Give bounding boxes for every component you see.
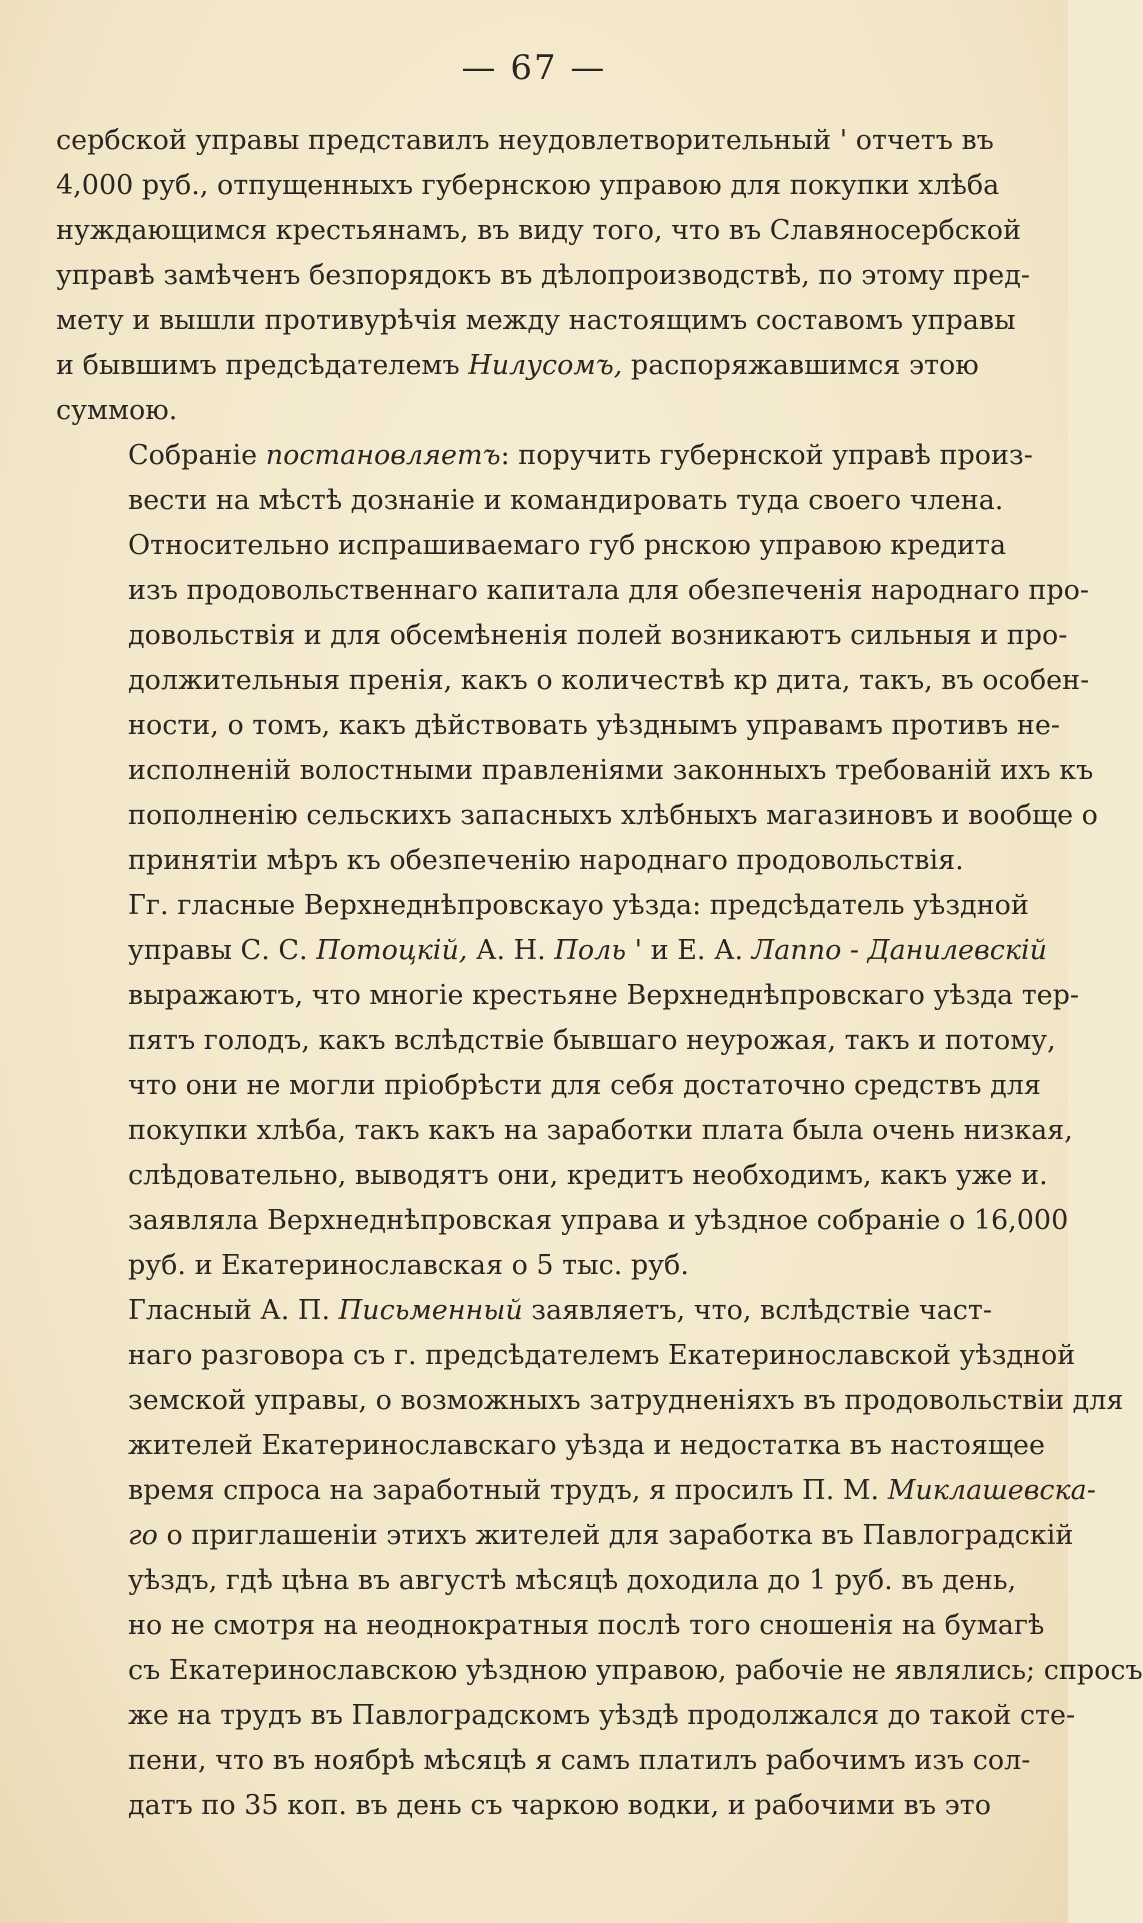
text-line: [56, 1018, 1056, 1063]
text-line: [56, 658, 1090, 703]
text-run: время спроса на заработный трудъ, я просилъ П. М.: [128, 1475, 888, 1506]
text-line: [56, 1783, 991, 1828]
text-run: исполненій волостными правленіями законныхъ требованій ихъ къ: [128, 755, 1094, 786]
text-run: мету и вышли противурѣчія между настоящимъ составомъ управы: [56, 305, 1016, 336]
text-run: изъ продовольственнаго капитала для обезпеченія народнаго про-: [128, 575, 1089, 606]
text-run: довольствія и для обсемѣненія полей возникаютъ сильныя и про-: [128, 620, 1068, 651]
text-run: управы С. С.: [128, 935, 317, 966]
text-line: [56, 1693, 1076, 1738]
text-line: [56, 118, 994, 163]
paragraph: [56, 523, 1098, 883]
text-run: заявляетъ, что, вслѣдствіе част-: [522, 1295, 992, 1326]
text-line: [56, 1108, 1073, 1153]
text-line: [56, 613, 1068, 658]
italic-name: Лаппо - Данилевскій: [751, 935, 1048, 966]
text-run: принятіи мѣръ къ обезпеченію народнаго продовольствія.: [128, 845, 964, 876]
italic-name: постановляетъ: [265, 440, 501, 471]
text-line: [56, 1198, 1069, 1243]
text-line: [56, 163, 1000, 208]
paragraph: [56, 433, 1033, 523]
text-line: [56, 1288, 992, 1333]
text-run: вести на мѣстѣ дознаніе и командировать туда своего члена.: [128, 485, 1004, 516]
text-line: [56, 433, 1033, 478]
text-run: управѣ замѣченъ безпорядокъ въ дѣлопроизводствѣ, по этому пред-: [56, 260, 1031, 291]
text-run: датъ по 35 коп. въ день съ чаркою водки, и рабочими въ это: [128, 1790, 991, 1821]
text-line: [56, 748, 1094, 793]
text-run: слѣдовательно, выводятъ они, кредитъ необходимъ, какъ уже и.: [128, 1160, 1048, 1191]
text-run: А. Н.: [467, 935, 555, 966]
text-run: Относительно испрашиваемаго губ рнскою управою кредита: [128, 530, 1007, 561]
text-line: [56, 793, 1098, 838]
text-line: [56, 298, 1016, 343]
text-line: [56, 838, 972, 883]
text-run: Гласный А. П.: [128, 1295, 339, 1326]
text-run: распоряжавшимся этою: [622, 350, 979, 381]
italic-name: го: [128, 1520, 158, 1551]
text-run: о приглашеніи этихъ жителей для заработка въ Павлоградскій: [157, 1520, 1074, 1551]
text-run: покупки хлѣба, такъ какъ на заработки плата была очень низкая,: [128, 1115, 1073, 1146]
text-run: 4,000 руб., отпущенныхъ губернскою управою для покупки хлѣба: [56, 170, 1000, 201]
text-run: руб. и Екатеринославская о 5 тыс. руб.: [128, 1250, 689, 1281]
text-run: сербской управы представилъ неудовлетворительный ' отчетъ въ: [56, 125, 994, 156]
italic-name: Потоцкій,: [316, 935, 468, 966]
text-line: [56, 568, 1089, 613]
text-line: [56, 883, 1029, 928]
paragraph: [56, 883, 1080, 1288]
text-line: [56, 208, 1022, 253]
text-line: [56, 523, 1007, 568]
text-run: Собраніе: [128, 440, 266, 471]
text-run: пени, что въ ноябрѣ мѣсяцѣ я самъ платилъ рабочимъ изъ сол-: [128, 1745, 1031, 1776]
text-line: [56, 1378, 1124, 1423]
text-line: [56, 1153, 1048, 1198]
text-run: нуждающимся крестьянамъ, въ виду того, что въ Славяносербской: [56, 215, 1022, 246]
text-run: : поручить губернской управѣ произ-: [500, 440, 1033, 471]
text-run: же на трудъ въ Павлоградскомъ уѣздѣ продолжался до такой сте-: [128, 1700, 1076, 1731]
text-run: земской управы, о возможныхъ затрудненіяхъ въ продовольствіи для: [128, 1385, 1124, 1416]
text-line: [56, 1063, 1041, 1108]
italic-name: Нилусомъ,: [468, 350, 623, 381]
italic-name: Миклашевска-: [887, 1475, 1096, 1506]
italic-name: Письменный: [338, 1295, 523, 1326]
text-run: выражаютъ, что многіе крестьяне Верхнеднѣпровскаго уѣзда тер-: [128, 980, 1080, 1011]
body-text: [56, 118, 1143, 1828]
text-line: [56, 1558, 1017, 1603]
page-number: — 67 —: [461, 48, 607, 88]
text-run: наго разговора съ г. предсѣдателемъ Екатеринославской уѣздной: [128, 1340, 1076, 1371]
text-run: что они не могли пріобрѣсти для себя достаточно средствъ для: [128, 1070, 1041, 1101]
text-run: должительныя пренія, какъ о количествѣ кр дита, такъ, въ особен-: [128, 665, 1090, 696]
text-line: [56, 1423, 1045, 1468]
text-line: [56, 1513, 1074, 1558]
text-line: [56, 1603, 1045, 1648]
paragraph: [56, 1288, 1143, 1828]
text-line: [56, 928, 1048, 973]
text-run: пятъ голодъ, какъ вслѣдствіе бывшаго неурожая, такъ и потому,: [128, 1025, 1056, 1056]
text-line: [56, 388, 972, 433]
text-line: [56, 1648, 1143, 1693]
text-run: заявляла Верхнеднѣпровская управа и уѣздное собраніе о 16,000: [128, 1205, 1069, 1236]
text-line: [56, 253, 1031, 298]
text-run: суммою.: [56, 395, 178, 426]
text-line: [56, 703, 1061, 748]
text-run: Гг. гласные Верхнеднѣпровскауо уѣзда: предсѣдатель уѣздной: [128, 890, 1029, 921]
text-run: но не смотря на неоднократныя послѣ того сношенія на бумагѣ: [128, 1610, 1045, 1641]
text-run: жителей Екатеринославскаго уѣзда и недостатка въ настоящее: [128, 1430, 1045, 1461]
text-run: съ Екатеринославскою уѣздною управою, рабочіе не являлись; спросъ: [128, 1655, 1143, 1686]
text-line: [56, 1738, 1031, 1783]
text-run: уѣздъ, гдѣ цѣна въ августѣ мѣсяцѣ доходила до 1 руб. въ день,: [128, 1565, 1017, 1596]
text-run: ' и Е. А.: [626, 935, 752, 966]
text-run: и бывшимъ предсѣдателемъ: [56, 350, 469, 381]
text-run: пополненію сельскихъ запасныхъ хлѣбныхъ магазиновъ и вообще о: [128, 800, 1098, 831]
text-line: [56, 343, 979, 388]
text-line: [56, 973, 1080, 1018]
text-line: [56, 1243, 972, 1288]
text-line: [56, 478, 1004, 523]
paragraph: [56, 118, 1031, 433]
text-line: [56, 1333, 1076, 1378]
text-run: ности, о томъ, какъ дѣйствовать уѣзднымъ управамъ противъ не-: [128, 710, 1061, 741]
text-line: [56, 1468, 1096, 1513]
italic-name: Поль: [554, 935, 627, 966]
